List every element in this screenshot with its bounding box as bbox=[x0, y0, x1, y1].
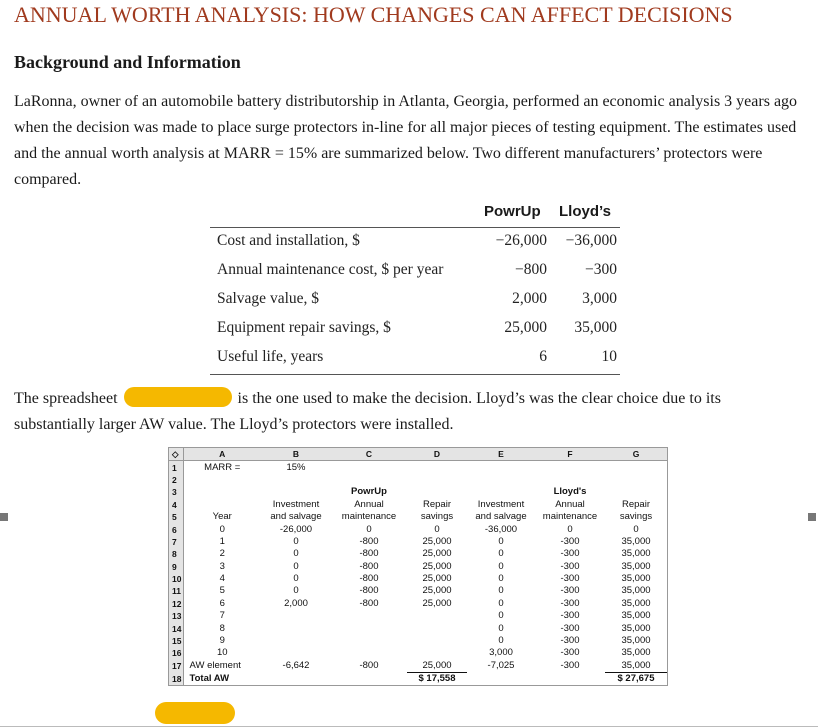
spreadsheet-cell: 0 bbox=[498, 585, 504, 597]
spreadsheet-cell: 0 bbox=[293, 535, 299, 547]
spreadsheet-cell bbox=[535, 461, 605, 474]
spreadsheet-cell: 35,000 bbox=[621, 535, 651, 547]
spreadsheet-cell bbox=[467, 461, 535, 474]
spreadsheet-cell: 0 bbox=[293, 560, 299, 572]
page-edge-marker-left bbox=[0, 513, 8, 521]
spreadsheet-cell: $ 27,675 bbox=[605, 673, 667, 686]
spreadsheet-cell: 0 bbox=[498, 622, 504, 634]
paragraph-spreadsheet bbox=[14, 386, 804, 438]
spreadsheet-row bbox=[169, 474, 667, 486]
spreadsheet-cell: -300 bbox=[560, 660, 580, 672]
spreadsheet-column-header-row bbox=[169, 448, 667, 461]
spreadsheet-row bbox=[169, 561, 667, 573]
spreadsheet-cell: 0 bbox=[498, 610, 504, 622]
spreadsheet-column-header: B bbox=[261, 448, 331, 461]
spreadsheet-cell: -300 bbox=[560, 635, 580, 647]
spreadsheet-cell: Repair bbox=[423, 498, 451, 510]
estimate-lloyds-value: 10 bbox=[601, 348, 617, 365]
spreadsheet-row-number: 9 bbox=[169, 561, 183, 573]
spreadsheet-row-number: 13 bbox=[169, 610, 183, 622]
spreadsheet-cell: 0 bbox=[633, 523, 639, 535]
spreadsheet-row bbox=[169, 511, 667, 523]
spreadsheet-corner-icon: ◇ bbox=[169, 448, 183, 461]
section-heading: Background and Information bbox=[14, 52, 241, 72]
spreadsheet-cell: Investment bbox=[272, 498, 320, 510]
spreadsheet-cell bbox=[261, 673, 331, 686]
spreadsheet-cell bbox=[331, 635, 407, 647]
spreadsheet-cell: 0 bbox=[293, 573, 299, 585]
spreadsheet-cell bbox=[183, 499, 261, 511]
spreadsheet-row bbox=[169, 585, 667, 597]
paragraph-spreadsheet-start: The spreadsheet bbox=[14, 390, 118, 407]
spreadsheet-cell: 2,000 bbox=[284, 597, 308, 609]
spreadsheet-cell: 0 bbox=[498, 597, 504, 609]
estimate-lloyds-value: 3,000 bbox=[582, 290, 617, 307]
spreadsheet-cell: 35,000 bbox=[621, 610, 651, 622]
spreadsheet-cell bbox=[331, 673, 407, 686]
estimate-powrup-value: −26,000 bbox=[495, 232, 547, 249]
spreadsheet-cell bbox=[605, 486, 667, 498]
estimate-label: Annual maintenance cost, $ per year bbox=[217, 261, 444, 278]
spreadsheet-cell: -800 bbox=[359, 573, 379, 585]
spreadsheet-row-number: 2 bbox=[169, 474, 183, 486]
spreadsheet-cell: and salvage bbox=[475, 511, 527, 523]
spreadsheet-cell bbox=[605, 474, 667, 486]
spreadsheet-row bbox=[169, 548, 667, 560]
spreadsheet-cell: -800 bbox=[359, 560, 379, 572]
spreadsheet-row bbox=[169, 499, 667, 511]
spreadsheet-cell: -300 bbox=[560, 597, 580, 609]
spreadsheet-cell: -300 bbox=[560, 560, 580, 572]
spreadsheet-cell: -7,025 bbox=[487, 660, 515, 672]
estimates-bottom-rule bbox=[210, 374, 620, 375]
estimate-lloyds-value: −300 bbox=[585, 261, 617, 278]
spreadsheet-cell: 0 bbox=[498, 548, 504, 560]
spreadsheet-cell: 15% bbox=[286, 461, 306, 473]
spreadsheet-cell bbox=[261, 610, 331, 622]
spreadsheet-row bbox=[169, 598, 667, 610]
spreadsheet-cell bbox=[407, 635, 467, 647]
spreadsheet-cell bbox=[183, 474, 261, 486]
page-edge-marker-right bbox=[808, 513, 816, 521]
estimate-lloyds-value: −36,000 bbox=[565, 232, 617, 249]
spreadsheet-row-number: 7 bbox=[169, 536, 183, 548]
spreadsheet-row-number: 16 bbox=[169, 647, 183, 659]
spreadsheet-cell: 3,000 bbox=[489, 647, 513, 659]
spreadsheet-cell bbox=[467, 673, 535, 686]
spreadsheet-cell bbox=[535, 673, 605, 686]
spreadsheet-row-number: 14 bbox=[169, 622, 183, 634]
spreadsheet-cell: 35,000 bbox=[621, 548, 651, 560]
spreadsheet-cell: -300 bbox=[560, 647, 580, 659]
spreadsheet-cell bbox=[331, 474, 407, 486]
spreadsheet-cell: $ 17,558 bbox=[407, 673, 467, 686]
spreadsheet-cell: 25,000 bbox=[422, 585, 452, 597]
spreadsheet-cell bbox=[407, 622, 467, 634]
estimate-lloyds-value: 35,000 bbox=[574, 319, 617, 336]
spreadsheet-cell bbox=[535, 474, 605, 486]
spreadsheet-cell bbox=[261, 486, 331, 498]
spreadsheet-row bbox=[169, 622, 667, 634]
spreadsheet-cell bbox=[261, 622, 331, 634]
spreadsheet-row bbox=[169, 647, 667, 659]
spreadsheet-cell bbox=[261, 647, 331, 659]
spreadsheet-cell: 35,000 bbox=[621, 573, 651, 585]
estimate-powrup-value: −800 bbox=[515, 261, 547, 278]
spreadsheet-row-number: 10 bbox=[169, 573, 183, 585]
spreadsheet-cell bbox=[407, 474, 467, 486]
spreadsheet-row bbox=[169, 461, 667, 474]
spreadsheet-cell: 35,000 bbox=[621, 560, 651, 572]
spreadsheet-cell: 0 bbox=[498, 573, 504, 585]
spreadsheet-cell: 25,000 bbox=[422, 560, 452, 572]
spreadsheet-cell: -800 bbox=[359, 535, 379, 547]
spreadsheet-cell: -800 bbox=[359, 548, 379, 560]
highlight-redaction bbox=[124, 387, 232, 407]
spreadsheet-cell bbox=[407, 461, 467, 474]
spreadsheet-row bbox=[169, 536, 667, 548]
estimates-row bbox=[217, 228, 617, 254]
estimate-powrup-value: 6 bbox=[539, 348, 547, 365]
spreadsheet-cell: 25,000 bbox=[422, 573, 452, 585]
spreadsheet-cell: maintenance bbox=[542, 511, 598, 523]
spreadsheet-cell: Total AW bbox=[189, 672, 230, 684]
spreadsheet-cell bbox=[467, 486, 535, 498]
spreadsheet-cell: 0 bbox=[219, 523, 225, 535]
spreadsheet-row bbox=[169, 673, 667, 686]
spreadsheet-cell: Investment bbox=[477, 498, 525, 510]
spreadsheet-row-number: 6 bbox=[169, 523, 183, 535]
spreadsheet-cell: -300 bbox=[560, 622, 580, 634]
spreadsheet-cell: 25,000 bbox=[422, 548, 452, 560]
spreadsheet-cell bbox=[331, 647, 407, 659]
spreadsheet-cell bbox=[183, 486, 261, 498]
spreadsheet-cell: Annual bbox=[354, 498, 384, 510]
spreadsheet-row bbox=[169, 635, 667, 647]
estimates-row bbox=[217, 315, 617, 341]
estimate-label: Useful life, years bbox=[217, 348, 324, 365]
spreadsheet-cell: savings bbox=[420, 511, 454, 523]
spreadsheet-column-header: D bbox=[407, 448, 467, 461]
spreadsheet-cell bbox=[261, 474, 331, 486]
spreadsheet-column-header: E bbox=[467, 448, 535, 461]
spreadsheet-cell: Lloyd's bbox=[553, 486, 587, 498]
spreadsheet-row-number: 11 bbox=[169, 585, 183, 597]
spreadsheet-column-header: A bbox=[183, 448, 261, 461]
spreadsheet-row-number: 17 bbox=[169, 660, 183, 673]
spreadsheet-cell: -36,000 bbox=[484, 523, 518, 535]
spreadsheet-cell: 4 bbox=[219, 573, 225, 585]
estimates-row bbox=[217, 286, 617, 312]
spreadsheet-row-number: 4 bbox=[169, 499, 183, 511]
spreadsheet-cell: 9 bbox=[219, 635, 225, 647]
spreadsheet-cell bbox=[407, 486, 467, 498]
spreadsheet-cell bbox=[331, 622, 407, 634]
spreadsheet-cell: 35,000 bbox=[621, 647, 651, 659]
spreadsheet-row-number: 1 bbox=[169, 461, 183, 474]
spreadsheet-row-number: 12 bbox=[169, 598, 183, 610]
spreadsheet-cell: 7 bbox=[219, 610, 225, 622]
paragraph-spreadsheet-end: is the one used to make the decision. Lloyd’s was the clear choice due to its substantially larger AW value. The Lloyd’s protectors were installed. bbox=[14, 390, 721, 433]
spreadsheet-cell bbox=[407, 647, 467, 659]
spreadsheet-cell: 35,000 bbox=[621, 622, 651, 634]
spreadsheet-row-number: 18 bbox=[169, 673, 183, 686]
estimates-row bbox=[217, 344, 617, 370]
spreadsheet-cell: -800 bbox=[359, 597, 379, 609]
spreadsheet-cell: 3 bbox=[219, 560, 225, 572]
spreadsheet-cell: 35,000 bbox=[621, 635, 651, 647]
spreadsheet-cell bbox=[467, 474, 535, 486]
spreadsheet-cell: 0 bbox=[434, 523, 440, 535]
spreadsheet-row-number: 5 bbox=[169, 511, 183, 523]
spreadsheet-cell: 0 bbox=[498, 535, 504, 547]
spreadsheet-cell: 25,000 bbox=[422, 535, 452, 547]
estimate-label: Equipment repair savings, $ bbox=[217, 319, 391, 336]
spreadsheet-cell: 5 bbox=[219, 585, 225, 597]
spreadsheet-row bbox=[169, 610, 667, 622]
paragraph-background: LaRonna, owner of an automobile battery distributorship in Atlanta, Georgia, performed an economic analysis 3 years ago when the decision was made to place surge protectors in-line for all major pieces of testing equipment. The estimates used and the annual worth analysis at MARR = 15% are summarized below. Two different manufacturers’ protectors were compared. bbox=[14, 93, 798, 188]
spreadsheet-figure bbox=[168, 447, 668, 686]
spreadsheet-cell: -800 bbox=[359, 585, 379, 597]
spreadsheet-cell: 0 bbox=[498, 560, 504, 572]
estimate-powrup-value: 2,000 bbox=[512, 290, 547, 307]
spreadsheet-cell: MARR = bbox=[204, 461, 241, 473]
estimates-header-lloyds: Lloyd’s bbox=[559, 203, 611, 220]
spreadsheet-cell: savings bbox=[619, 511, 653, 523]
estimate-label: Salvage value, $ bbox=[217, 290, 320, 307]
spreadsheet-cell: 35,000 bbox=[621, 585, 651, 597]
spreadsheet-cell: 0 bbox=[293, 585, 299, 597]
spreadsheet-cell: and salvage bbox=[270, 511, 322, 523]
spreadsheet-cell bbox=[331, 610, 407, 622]
spreadsheet-cell: 1 bbox=[219, 535, 225, 547]
spreadsheet-cell: AW element bbox=[189, 660, 241, 672]
spreadsheet-cell: 0 bbox=[498, 635, 504, 647]
spreadsheet-cell: 0 bbox=[567, 523, 573, 535]
spreadsheet-cell: -800 bbox=[359, 660, 379, 672]
spreadsheet-table bbox=[169, 448, 667, 685]
spreadsheet-cell: 6 bbox=[219, 597, 225, 609]
spreadsheet-cell: Annual bbox=[555, 498, 585, 510]
spreadsheet-cell: 8 bbox=[219, 622, 225, 634]
spreadsheet-cell bbox=[331, 461, 407, 474]
spreadsheet-row-number: 15 bbox=[169, 635, 183, 647]
spreadsheet-cell: 0 bbox=[366, 523, 372, 535]
spreadsheet-cell: PowrUp bbox=[351, 486, 387, 498]
spreadsheet-column-header: G bbox=[605, 448, 667, 461]
page-title: ANNUAL WORTH ANALYSIS: HOW CHANGES CAN AFFECT DECISIONS bbox=[14, 2, 733, 27]
spreadsheet-row-number: 8 bbox=[169, 548, 183, 560]
spreadsheet-cell: maintenance bbox=[341, 511, 397, 523]
spreadsheet-cell: 10 bbox=[216, 647, 228, 659]
spreadsheet-row bbox=[169, 660, 667, 673]
spreadsheet-cell: Repair bbox=[622, 498, 650, 510]
spreadsheet-cell bbox=[407, 610, 467, 622]
spreadsheet-row bbox=[169, 523, 667, 535]
estimate-label: Cost and installation, $ bbox=[217, 232, 360, 249]
estimate-powrup-value: 25,000 bbox=[504, 319, 547, 336]
spreadsheet-row bbox=[169, 486, 667, 498]
spreadsheet-cell: -6,642 bbox=[282, 660, 310, 672]
spreadsheet-row bbox=[169, 573, 667, 585]
bottom-divider bbox=[0, 726, 818, 727]
spreadsheet-cell: 25,000 bbox=[422, 659, 452, 671]
spreadsheet-column-header: C bbox=[331, 448, 407, 461]
spreadsheet-cell: Year bbox=[212, 511, 232, 523]
estimates-header-powrup: PowrUp bbox=[484, 203, 541, 220]
highlight-redaction bbox=[155, 702, 235, 724]
spreadsheet-cell: -26,000 bbox=[279, 523, 313, 535]
spreadsheet-column-header: F bbox=[535, 448, 605, 461]
spreadsheet-cell bbox=[605, 461, 667, 474]
spreadsheet-cell: -300 bbox=[560, 548, 580, 560]
spreadsheet-cell: -300 bbox=[560, 573, 580, 585]
spreadsheet-row-number: 3 bbox=[169, 486, 183, 498]
estimates-row bbox=[217, 257, 617, 283]
spreadsheet-cell: -300 bbox=[560, 585, 580, 597]
spreadsheet-cell bbox=[261, 635, 331, 647]
spreadsheet-cell: 25,000 bbox=[422, 597, 452, 609]
spreadsheet-cell: 35,000 bbox=[621, 597, 651, 609]
spreadsheet-cell: 35,000 bbox=[621, 659, 651, 671]
spreadsheet-cell: -300 bbox=[560, 610, 580, 622]
spreadsheet-cell: 2 bbox=[219, 548, 225, 560]
spreadsheet-cell: 0 bbox=[293, 548, 299, 560]
spreadsheet-cell: -300 bbox=[560, 535, 580, 547]
